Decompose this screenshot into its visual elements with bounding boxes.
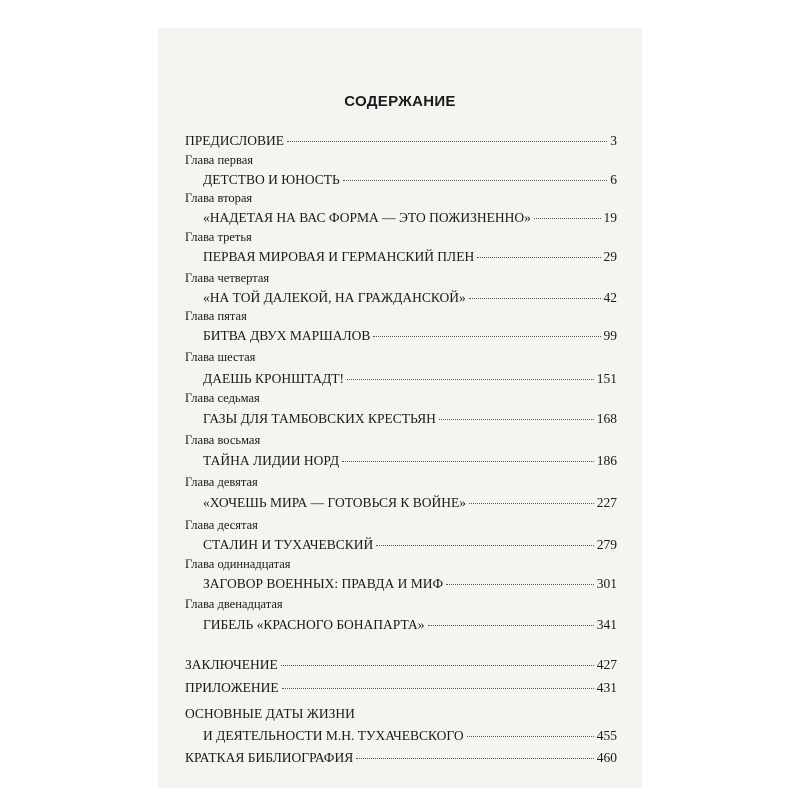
toc-entry-title: «НАДЕТАЯ НА ВАС ФОРМА — ЭТО ПОЖИЗНЕННО» (203, 210, 531, 225)
page-number: 341 (596, 617, 617, 632)
toc-entry[interactable] (203, 617, 617, 633)
dot-leader (342, 461, 594, 462)
chapter-label: Глава одиннадцатая (185, 557, 291, 571)
dot-leader (356, 758, 594, 759)
chapter-label: Глава третья (185, 230, 252, 244)
page-number: 301 (596, 576, 617, 591)
chapter-label: Глава четвертая (185, 271, 270, 285)
toc-entry[interactable] (203, 495, 617, 511)
dot-leader (347, 379, 594, 380)
toc-entry-title: И ДЕЯТЕЛЬНОСТИ М.Н. ТУХАЧЕВСКОГО (203, 728, 464, 743)
page-number: 431 (596, 680, 617, 695)
dot-leader (428, 625, 594, 626)
toc-title: СОДЕРЖАНИЕ (344, 93, 456, 110)
toc-entry[interactable] (203, 453, 617, 469)
toc-entry[interactable] (203, 290, 617, 306)
toc-entry-title: ТАЙНА ЛИДИИ НОРД (203, 453, 340, 468)
dot-leader (469, 503, 594, 504)
toc-entry[interactable] (203, 728, 617, 744)
chapter-label: Глава десятая (185, 518, 258, 532)
toc-entry[interactable] (203, 328, 617, 344)
toc-entry-title: ПРИЛОЖЕНИЕ (185, 680, 279, 695)
dot-leader (376, 545, 593, 546)
dot-leader (282, 688, 594, 689)
toc-entry[interactable] (203, 411, 617, 427)
chapter-label: Глава шестая (185, 350, 256, 364)
chapter-label: Глава седьмая (185, 391, 260, 405)
page-number: 3 (610, 133, 617, 148)
toc-entry-title: ГИБЕЛЬ «КРАСНОГО БОНАПАРТА» (203, 617, 425, 632)
toc-entry-title: ДАЕШЬ КРОНШТАДТ! (203, 371, 345, 386)
chapter-label: Глава двенадцатая (185, 597, 283, 611)
dot-leader (287, 141, 607, 142)
page-number: 279 (596, 537, 617, 552)
toc-entry[interactable] (203, 172, 617, 188)
toc-entry[interactable] (203, 537, 617, 553)
toc-entry[interactable] (203, 371, 617, 387)
dot-leader (534, 218, 601, 219)
chapter-label: Глава девятая (185, 475, 258, 489)
toc-entry-title: ПРЕДИСЛОВИЕ (185, 133, 285, 148)
toc-entry-title: СТАЛИН И ТУХАЧЕВСКИЙ (203, 537, 374, 552)
page-number: 427 (596, 657, 617, 672)
toc-entry-title: КРАТКАЯ БИБЛИОГРАФИЯ (185, 750, 354, 765)
toc-entry[interactable] (185, 706, 617, 722)
toc-entry[interactable] (203, 210, 617, 226)
dot-leader (469, 298, 601, 299)
page-number: 168 (596, 411, 617, 426)
page-number: 227 (596, 495, 617, 510)
toc-entry-title: ЗАГОВОР ВОЕННЫХ: ПРАВДА И МИФ (203, 576, 444, 591)
chapter-label: Глава первая (185, 153, 254, 167)
chapter-label: Глава пятая (185, 309, 247, 323)
toc-entry-title: ПЕРВАЯ МИРОВАЯ И ГЕРМАНСКИЙ ПЛЕН (203, 249, 475, 264)
toc-entry[interactable] (203, 576, 617, 592)
page-number: 186 (596, 453, 617, 468)
dot-leader (477, 257, 600, 258)
dot-leader (373, 336, 600, 337)
dot-leader (467, 736, 594, 737)
dot-leader (446, 584, 594, 585)
chapter-label: Глава восьмая (185, 433, 261, 447)
toc-entry-title: ГАЗЫ ДЛЯ ТАМБОВСКИХ КРЕСТЬЯН (203, 411, 436, 426)
toc-entry-title: «ХОЧЕШЬ МИРА — ГОТОВЬСЯ К ВОЙНЕ» (203, 495, 466, 510)
toc-entry-title: ДЕТСТВО И ЮНОСТЬ (203, 172, 340, 187)
dot-leader (343, 180, 608, 181)
chapter-label: Глава вторая (185, 191, 253, 205)
toc-entry[interactable] (203, 249, 617, 265)
dot-leader (281, 665, 594, 666)
toc-entry[interactable] (185, 133, 617, 149)
toc-entry-title: ЗАКЛЮЧЕНИЕ (185, 657, 278, 672)
page-number: 455 (596, 728, 617, 743)
toc-entry-title: ОСНОВНЫЕ ДАТЫ ЖИЗНИ (185, 706, 355, 721)
toc-entry[interactable] (185, 680, 617, 696)
dot-leader (439, 419, 594, 420)
page-number: 99 (603, 328, 617, 343)
page-number: 151 (596, 371, 617, 386)
toc-entry[interactable] (185, 657, 617, 673)
toc-entry[interactable] (185, 750, 617, 766)
toc-entry-title: «НА ТОЙ ДАЛЕКОЙ, НА ГРАЖДАНСКОЙ» (203, 290, 466, 305)
toc-entry-title: БИТВА ДВУХ МАРШАЛОВ (203, 328, 371, 343)
page-number: 29 (603, 249, 617, 264)
page-number: 460 (596, 750, 617, 765)
page-number: 42 (603, 290, 617, 305)
page-number: 6 (610, 172, 617, 187)
page-number: 19 (603, 210, 617, 225)
